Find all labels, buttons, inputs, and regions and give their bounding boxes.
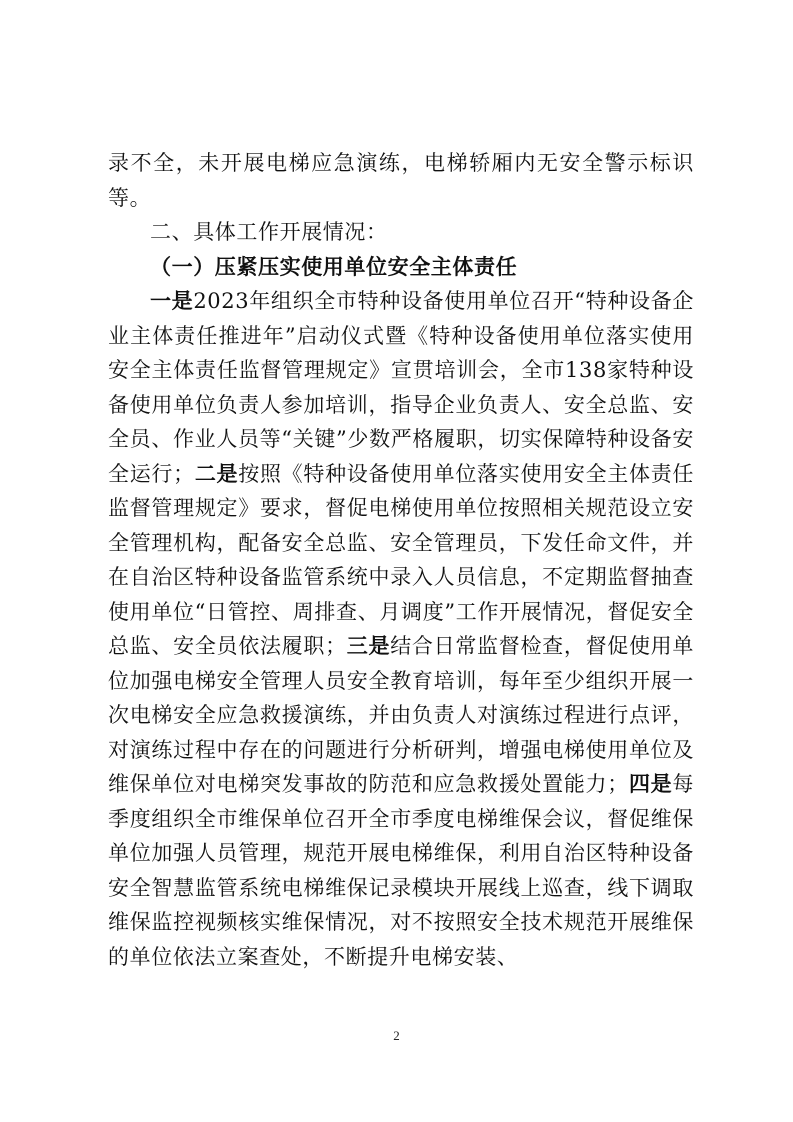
point-one-text: 2023年组织全市特种设备使用单位召开“特种设备企业主体责任推进年”启动仪式暨《特种设备使用单位落实使用安全主体责任监督管理规定》宣贯培训会，全市138家特种设备使用单位负责人参加培训，指导企业负责人、安全总监、安全员、作业人员等“关键”少数严格履职，切实保障特种设备安全运行； bbox=[108, 289, 694, 486]
point-two-lead: 二是 bbox=[194, 461, 239, 486]
main-paragraph bbox=[108, 284, 694, 974]
section-heading: 二、具体工作开展情况： bbox=[150, 220, 388, 244]
page-number: 2 bbox=[393, 1028, 400, 1043]
intro-paragraph: 录不全，未开展电梯应急演练，电梯轿厢内无安全警示标识等。 bbox=[108, 151, 694, 210]
point-four-lead: 四是 bbox=[628, 772, 673, 796]
point-three-lead: 三是 bbox=[346, 634, 391, 658]
document-body bbox=[108, 146, 694, 974]
point-two-text: 按照《特种设备使用单位落实使用安全主体责任监督管理规定》要求，督促电梯使用单位按照相关规范设立安全管理机构，配备安全总监、安全管理员，下发任命文件，并在自治区特种设备监管系统中录入人员信息，不定期监督抽查使用单位“日管控、周排查、月调度”工作开展情况，督促安全总监、安全员依法履职； bbox=[108, 461, 695, 658]
subsection-heading: （一）压紧压实使用单位安全主体责任 bbox=[150, 254, 518, 279]
point-one-lead: 一是 bbox=[150, 289, 194, 313]
point-three-text: 结合日常监督检查，督促使用单位加强电梯安全管理人员安全教育培训，每年至少组织开展一次电梯安全应急救援演练，并由负责人对演练过程进行点评，对演练过程中存在的问题进行分析研判，增强电梯使用单位及维保单位对电梯突发事故的防范和应急救援处置能力； bbox=[108, 634, 694, 796]
point-four-text: 每季度组织全市维保单位召开全市季度电梯维保会议，督促维保单位加强人员管理，规范开展电梯维保，利用自治区特种设备安全智慧监管系统电梯维保记录模块开展线上巡查，线下调取维保监控视频核实维保情况，对不按照安全技术规范开展维保的单位依法立案查处，不断提升电梯安装、 bbox=[108, 772, 694, 969]
